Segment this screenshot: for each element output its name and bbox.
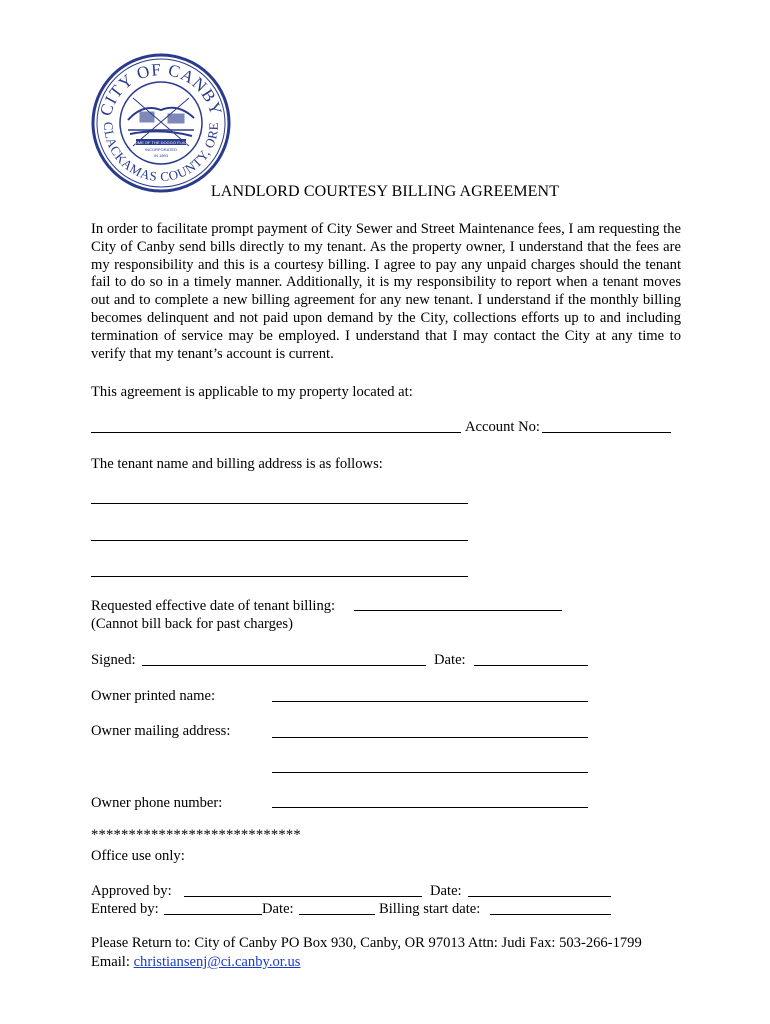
property-address-field[interactable] <box>91 432 461 433</box>
entered-label: Entered by: <box>91 901 159 917</box>
signed-date-label: Date: <box>434 652 466 668</box>
approved-by-field[interactable] <box>184 896 422 897</box>
signed-date-field[interactable] <box>474 665 588 666</box>
approved-label: Approved by: <box>91 883 172 899</box>
property-label: This agreement is applicable to my property located at: <box>91 384 413 400</box>
tenant-line-2[interactable] <box>91 540 468 541</box>
approved-date-label: Date: <box>430 883 462 899</box>
intro-paragraph: In order to facilitate prompt payment of City Sewer and Street Maintenance fees, I am requesting the City of Canby send bills directly to my tenant. As the property owner, I understand that the fees are my responsibility and this is a courtesy billing. I agree to pay any unpaid charges should the tenant fail to do so in a timely manner. Additionally, it is my responsibility to report when a tenant moves out and to complete a new billing agreement for any new tenant. I understand if the monthly billing becomes delinquent and not paid upon demand by the City, collections efforts up to and including termination of service may be employed. I understand that I may contact the City at any time to verify that my tenant’s account is current. <box>91 221 681 362</box>
account-label: Account No: <box>465 419 540 435</box>
owner-address-field-2[interactable] <box>272 772 588 773</box>
owner-name-field[interactable] <box>272 701 588 702</box>
email-link[interactable]: christiansenj@ci.canby.or.us <box>133 954 301 970</box>
office-use-label: Office use only: <box>91 848 185 864</box>
effective-date-label: Requested effective date of tenant billing: <box>91 598 336 614</box>
entered-date-label: Date: <box>262 901 294 917</box>
seal-bottom-text: CLACKAMAS COUNTY, ORE <box>100 121 222 185</box>
tenant-line-1[interactable] <box>91 503 468 504</box>
return-address: Please Return to: City of Canby PO Box 930, Canby, OR 97013 Attn: Judi Fax: 503-266-1799 <box>91 935 642 951</box>
billing-start-label: Billing start date: <box>379 901 481 917</box>
effective-date-field[interactable] <box>354 610 562 611</box>
owner-address-label: Owner mailing address: <box>91 723 231 739</box>
email-line <box>91 953 300 971</box>
seal-year: IN 1893 <box>153 153 169 158</box>
effective-date-note: (Cannot bill back for past charges) <box>91 616 293 632</box>
account-number-field[interactable] <box>542 432 671 433</box>
tenant-line-3[interactable] <box>91 576 468 577</box>
owner-phone-field[interactable] <box>272 807 588 808</box>
tenant-label: The tenant name and billing address is as follows: <box>91 456 383 472</box>
document-title: LANDLORD COURTESY BILLING AGREEMENT <box>210 183 560 200</box>
separator-stars: **************************** <box>91 827 301 843</box>
owner-name-label: Owner printed name: <box>91 688 216 704</box>
entered-by-field[interactable] <box>164 914 262 915</box>
email-label: Email: <box>91 954 130 970</box>
seal-incorporated: INCORPORATED <box>145 147 177 152</box>
seal-top-text: CITY OF CANBY <box>96 59 226 119</box>
city-seal-graphic <box>88 48 234 194</box>
owner-address-field-1[interactable] <box>272 737 588 738</box>
approved-date-field[interactable] <box>468 896 611 897</box>
city-seal <box>88 48 234 194</box>
seal-banner: HOME OF THE DOGGO FLAGS <box>131 140 191 145</box>
signature-field[interactable] <box>142 665 426 666</box>
owner-phone-label: Owner phone number: <box>91 795 223 811</box>
entered-date-field[interactable] <box>299 914 375 915</box>
signed-label: Signed: <box>91 652 136 668</box>
billing-start-date-field[interactable] <box>490 914 611 915</box>
